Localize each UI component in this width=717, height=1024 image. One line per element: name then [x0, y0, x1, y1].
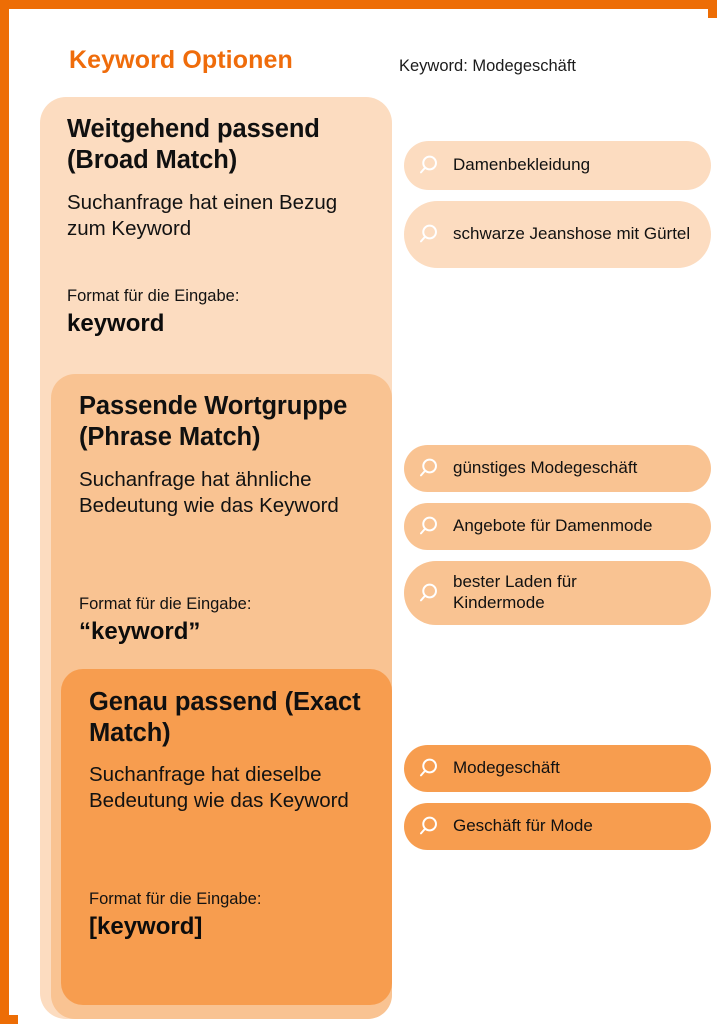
phrase-match-format-label: Format für die Eingabe: [79, 595, 252, 613]
infographic-canvas [18, 18, 717, 1024]
search-icon [419, 456, 444, 481]
card-broad-match [40, 97, 392, 1019]
query-pill-label: Damenbekleidung [453, 155, 591, 175]
keyword-label: Keyword: Modegeschäft [399, 57, 577, 75]
search-icon [419, 514, 444, 539]
exact-match-title: Genau passend (Exact Match) [89, 688, 361, 748]
query-pill-exact-2[interactable] [404, 803, 711, 850]
page-title: Keyword Optionen [69, 46, 293, 74]
broad-match-format-label: Format für die Eingabe: [67, 287, 240, 305]
search-icon [419, 756, 444, 781]
query-pill-broad-2[interactable] [404, 201, 711, 268]
phrase-match-description: Suchanfrage hat ähnliche Bedeutung wie das Keyword [79, 468, 339, 517]
exact-match-format-label: Format für die Eingabe: [89, 890, 262, 908]
broad-match-description: Suchanfrage hat einen Bezug zum Keyword [67, 191, 338, 240]
card-exact-match [61, 669, 392, 1005]
search-icon [419, 581, 444, 606]
query-pill-phrase-1[interactable] [404, 445, 711, 492]
query-pill-exact-1[interactable] [404, 745, 711, 792]
search-icon [419, 222, 444, 247]
phrase-match-title: Passende Wortgruppe (Phrase Match) [79, 392, 348, 452]
query-pill-broad-1[interactable] [404, 141, 711, 190]
query-pill-phrase-3[interactable] [404, 561, 711, 625]
phrase-match-format-value: “keyword” [79, 618, 201, 645]
query-pill-label: Angebote für Damenmode [453, 516, 653, 536]
query-pill-label: schwarze Jeanshose mit Gürtel [453, 224, 691, 244]
query-pill-phrase-2[interactable] [404, 503, 711, 550]
broad-match-title: Weitgehend passend (Broad Match) [67, 115, 320, 175]
query-pill-label: Modegeschäft [453, 758, 560, 778]
query-pill-label: bester Laden für Kindermode [453, 572, 577, 612]
search-icon [419, 153, 444, 178]
query-pill-label: Geschäft für Mode [453, 816, 593, 836]
query-pill-label: günstiges Modegeschäft [453, 458, 638, 478]
broad-match-format-value: keyword [67, 310, 165, 337]
card-phrase-match [51, 374, 392, 1019]
exact-match-description: Suchanfrage hat dieselbe Bedeutung wie das Keyword [89, 763, 349, 812]
exact-match-format-value: [keyword] [89, 913, 203, 940]
search-icon [419, 814, 444, 839]
